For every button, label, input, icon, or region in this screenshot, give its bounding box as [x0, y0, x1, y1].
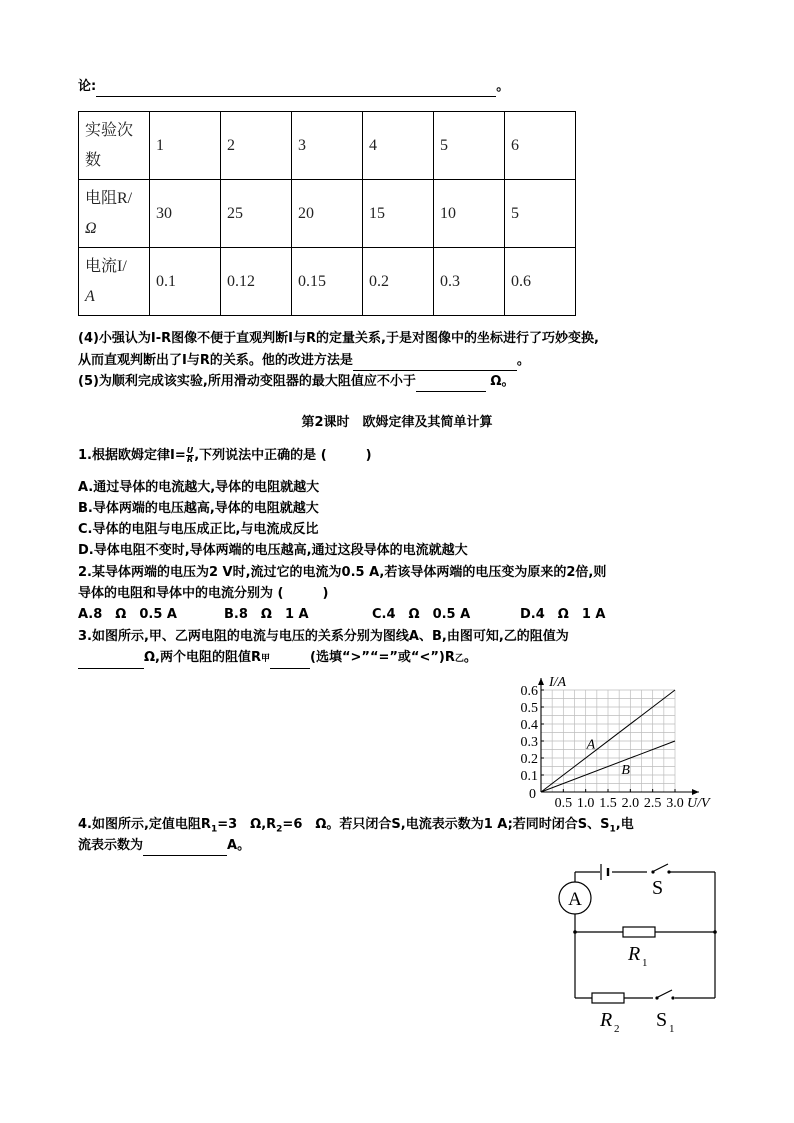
- table-cell: 0.3: [434, 248, 505, 316]
- x-axis-label: U/V: [687, 796, 710, 810]
- resistance-yi-blank[interactable]: [78, 654, 144, 669]
- q2-option-a[interactable]: A.8 Ω 0.5 A: [78, 607, 177, 622]
- q1-answer-paren[interactable]: ( ): [320, 448, 372, 463]
- resistor-r2-icon: [592, 993, 624, 1003]
- table-cell: 5: [505, 180, 576, 248]
- iu-chart: [500, 668, 740, 810]
- conclusion-answer-blank[interactable]: [96, 82, 496, 97]
- table-row: [79, 112, 576, 180]
- table-cell: 25: [221, 180, 292, 248]
- battery-icon: [601, 864, 608, 880]
- row-header: 电流I/ A: [79, 248, 150, 316]
- q2-answer-paren[interactable]: ( ): [277, 586, 329, 601]
- q1-option-b[interactable]: B.导体两端的电压越高,导体的电阻就越大: [78, 501, 319, 516]
- table-cell: 20: [292, 180, 363, 248]
- table-cell: 5: [434, 112, 505, 180]
- series-label-a: A: [586, 737, 596, 753]
- max-resistance-blank[interactable]: [416, 377, 486, 392]
- table-cell: 0.15: [292, 248, 363, 316]
- q2-option-d[interactable]: D.4 Ω 1 A: [520, 607, 606, 622]
- series-label-b: B: [621, 762, 630, 778]
- q4-part-line2: 从而直观判断出了I与R的关系。他的改进方法是 。: [78, 351, 530, 371]
- ammeter-reading-blank[interactable]: [143, 841, 227, 856]
- q3-line2: Ω,两个电阻的阻值R甲 (选填“>”“=”或“<”)R乙。: [78, 648, 477, 669]
- q2-option-b[interactable]: B.8 Ω 1 A: [224, 607, 309, 622]
- table-cell: 0.12: [221, 248, 292, 316]
- table-cell: 1: [150, 112, 221, 180]
- circuit-diagram: [550, 850, 730, 1040]
- svg-text:A: A: [568, 889, 582, 910]
- q4-line1: 4.如图所示,定值电阻$R_1=3$ $\Omega,R_2=6$ Ω。若只闭合S,电流表示数为1 A;若同时闭合S、$S_1$,电: [78, 817, 634, 835]
- r1-label: R: [628, 943, 641, 965]
- table-cell: 6: [505, 112, 576, 180]
- switch-s1-label: S: [656, 1009, 668, 1031]
- r2-label: R: [600, 1009, 613, 1031]
- y-tick-label: 0.2: [520, 752, 538, 767]
- table-cell: 15: [363, 180, 434, 248]
- row-header: 电阻R/ Ω: [79, 180, 150, 248]
- q1-stem: 1.根据欧姆定律I= $\frac{U}{R}$ ,下列说法中正确的是 ( ): [78, 446, 372, 464]
- x-tick-label: 0.5: [554, 796, 573, 810]
- y-axis-arrow: [538, 678, 544, 685]
- q5-part-line: (5)为顺利完成该实验,所用滑动变阻器的最大阻值应不小于 Ω。: [78, 372, 514, 392]
- y-tick-label: 0.4: [520, 718, 538, 733]
- switch-s-label: S: [652, 877, 664, 899]
- conclusion-suffix: 。: [496, 79, 510, 94]
- table-cell: 30: [150, 180, 221, 248]
- resistor-r1-icon: [623, 927, 655, 937]
- y-tick-label: 0.3: [520, 735, 538, 750]
- x-tick-label: 1.5: [599, 796, 617, 810]
- s1-sub: 1: [669, 1023, 675, 1035]
- table-cell: 0.6: [505, 248, 576, 316]
- y-axis-label: I/A: [549, 675, 567, 690]
- section-title: 第2课时 欧姆定律及其简单计算: [301, 415, 493, 430]
- q2-line1: 2.某导体两端的电压为2 V时,流过它的电流为0.5 A,若该导体两端的电压变为原来的2倍,则: [78, 565, 607, 580]
- q2-option-c[interactable]: C.4 Ω 0.5 A: [372, 607, 471, 622]
- q1-option-c[interactable]: C.导体的电阻与电压成正比,与电流成反比: [78, 522, 319, 537]
- x-axis-arrow: [692, 789, 699, 795]
- q1-option-d[interactable]: D.导体电阻不变时,导体两端的电压越高,通过这段导体的电流就越大: [78, 543, 468, 558]
- ohm-fraction: $\frac{U}{R}$: [186, 446, 194, 464]
- r1-sub: 1: [642, 957, 648, 969]
- ammeter-icon: [559, 882, 591, 914]
- improve-method-blank[interactable]: [353, 356, 517, 371]
- x-tick-label: 1.0: [576, 796, 595, 810]
- compare-blank[interactable]: [270, 654, 310, 669]
- table-cell: 3: [292, 112, 363, 180]
- x-tick-label: 2.5: [643, 796, 662, 810]
- conclusion-prefix: 论:: [78, 79, 97, 94]
- table-cell: 0.2: [363, 248, 434, 316]
- experiment-table: [78, 111, 576, 316]
- q4-part-line1: (4)小强认为I-R图像不便于直观判断I与R的定量关系,于是对图像中的坐标进行了巧妙变换,: [78, 331, 599, 346]
- q3-line1: 3.如图所示,甲、乙两电阻的电流与电压的关系分别为图线A、B,由图可知,乙的阻值为: [78, 629, 569, 644]
- table-cell: 4: [363, 112, 434, 180]
- x-tick-label: 2.0: [621, 796, 640, 810]
- q4-line2: 流表示数为 A。: [78, 836, 250, 856]
- row-header: 实验次 数: [79, 112, 150, 180]
- q2-line2: 导体的电阻和导体中的电流分别为 ( ): [78, 586, 329, 601]
- y-tick-label: 0.6: [520, 684, 538, 699]
- conclusion-line: [78, 77, 509, 97]
- y-tick-label: 0.1: [520, 769, 538, 784]
- table-cell: 0.1: [150, 248, 221, 316]
- table-cell: 10: [434, 180, 505, 248]
- r2-sub: 2: [614, 1023, 620, 1035]
- table-row: [79, 248, 576, 316]
- x-tick-label: 3.0: [666, 796, 684, 810]
- y-tick-label: 0.5: [520, 701, 538, 716]
- table-cell: 2: [221, 112, 292, 180]
- q1-option-a[interactable]: A.通过导体的电流越大,导体的电阻就越大: [78, 480, 320, 495]
- origin-label: 0: [529, 787, 536, 802]
- table-row: [79, 180, 576, 248]
